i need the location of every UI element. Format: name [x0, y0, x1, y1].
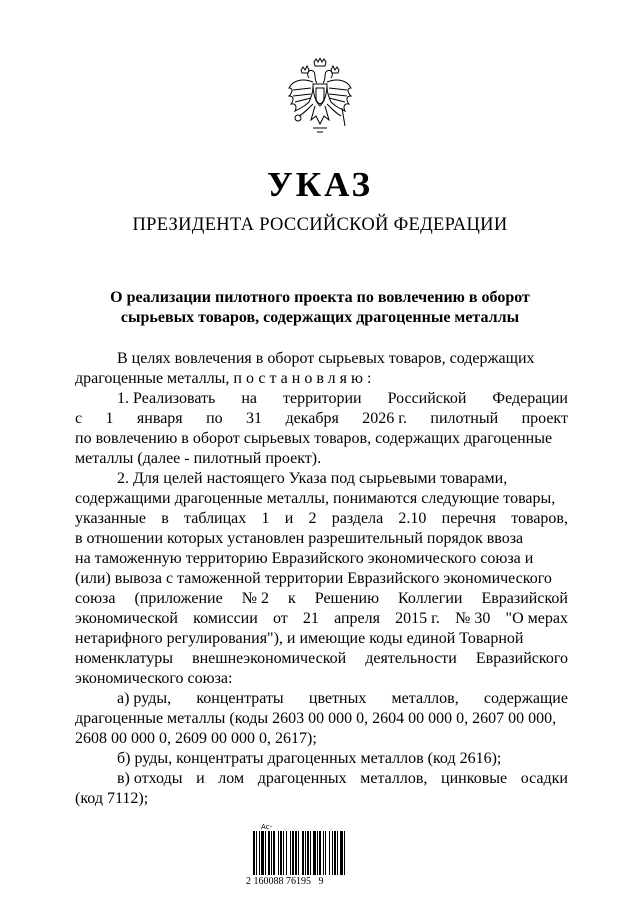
text-word: цветных [308, 690, 367, 707]
barcode-bar [256, 831, 257, 875]
text-word: 2 [308, 510, 317, 527]
barcode-bar [329, 831, 330, 875]
decree-title: УКАЗ [267, 165, 373, 204]
text-line: по вовлечению в оборот сырьевых товаров, содержащих драгоценные [75, 430, 553, 447]
text-word: товаров, [511, 510, 568, 527]
text-line [75, 389, 568, 409]
barcode-bar [334, 831, 336, 875]
barcode-bar [340, 831, 343, 875]
barcode-bar [253, 831, 255, 875]
text-line [75, 589, 568, 609]
text-word: 1. Реализовать [117, 390, 216, 407]
text-word: 2026 г. [362, 410, 407, 427]
text-line: в отношении которых установлен разрешительный порядок ввоза [75, 530, 524, 547]
text-word: цинковые [441, 770, 508, 787]
barcode-bar [317, 831, 318, 875]
text-word: пилотный [430, 410, 499, 427]
text-line: нетарифного регулирования"), и имеющие коды единой Товарной [75, 630, 524, 647]
text-word: и [196, 770, 205, 787]
barcode-bar [302, 831, 304, 875]
text-word: по [206, 410, 223, 427]
heading-line: сырьевых товаров, содержащих драгоценные металлы [120, 309, 520, 326]
text-line [75, 409, 568, 429]
text-word: в) отходы [117, 770, 183, 787]
text-line: (код 7112); [75, 790, 149, 807]
barcode-top-label: Ас- [261, 823, 273, 831]
barcode-bar [325, 831, 326, 875]
text-word: к [287, 590, 296, 607]
text-word: проект [521, 410, 568, 427]
barcode-bar [283, 831, 284, 875]
text-line [75, 689, 568, 709]
text-word: и [284, 510, 294, 527]
text-line: драгоценные металлы (коды 2603 00 000 0, 2604 00 000 0, 2607 00 000, [75, 710, 557, 727]
text-word: Российской [387, 390, 467, 407]
barcode-bar [332, 831, 333, 875]
barcode-bar [344, 831, 345, 875]
text-line [75, 649, 568, 669]
text-word: 2015 г. [395, 610, 440, 627]
text-line: металлы (далее - пилотный проект). [75, 450, 322, 467]
text-word: декабря [285, 410, 339, 427]
barcode-bar [323, 831, 324, 875]
barcode-bar [273, 831, 275, 875]
text-word: в [161, 510, 169, 527]
text-line: на таможенную территорию Евразийского экономического союза и [75, 550, 534, 567]
decree-heading [0, 288, 640, 328]
text-word: апреля [334, 610, 380, 627]
russian-coat-of-arms-icon [287, 58, 353, 140]
barcode-bar [268, 831, 270, 875]
decree-keyword: постановляю: [233, 370, 376, 387]
barcode-bar [305, 831, 306, 875]
text-line [75, 769, 568, 789]
text-word: 1 [105, 410, 114, 427]
text-word: января [136, 410, 183, 427]
decree-subtitle: ПРЕЗИДЕНТА РОССИЙСКОЙ ФЕДЕРАЦИИ [132, 215, 508, 235]
text-word: № 30 [455, 610, 491, 627]
text-word: содержащие [483, 690, 568, 707]
text-word: на [241, 390, 257, 407]
text-line [75, 609, 568, 629]
text-word: союза [75, 590, 116, 607]
barcode-bar [271, 831, 272, 875]
text-word: деятельности [365, 650, 457, 667]
barcode-bar [298, 831, 299, 875]
text-word: перечня [441, 510, 496, 527]
text-line: содержащими драгоценные металлы, понимаются следующие товары, [75, 490, 556, 507]
barcode-bar [259, 831, 260, 875]
barcode-bar [337, 831, 338, 875]
barcode-bar [278, 831, 279, 875]
text-word: Евразийской [481, 590, 568, 607]
text-word: металлов, [391, 690, 459, 707]
barcode-bar [280, 831, 282, 875]
text-line: 2608 00 000 0, 2609 00 000 0, 2617); [75, 730, 317, 747]
text-word: № 2 [241, 590, 269, 607]
text-word: (приложение [134, 590, 223, 607]
text-word: номенклатуры [75, 650, 174, 667]
text-word: Евразийского [475, 650, 568, 667]
text-line [75, 369, 568, 389]
text-line [75, 509, 568, 529]
text-word: 21 [302, 610, 319, 627]
text-word: Федерации [492, 390, 568, 407]
text-word: лом [218, 770, 245, 787]
text-word: металлов, [360, 770, 428, 787]
text-word: таблицах [184, 510, 247, 527]
barcode-bar [313, 831, 316, 875]
text-word: драгоценных [257, 770, 347, 787]
text-word: "О мерах [505, 610, 568, 627]
barcode-bar [290, 831, 291, 875]
barcode-bar [292, 831, 294, 875]
text-word: 1 [261, 510, 270, 527]
barcode-bars [251, 831, 391, 875]
text-word: Решению [314, 590, 380, 607]
text-line: (или) вывоза с таможенной территории Евразийского экономического [75, 570, 552, 587]
barcode-bar [261, 831, 264, 875]
text-word: внешнеэкономической [192, 650, 347, 667]
barcode-bar [286, 831, 287, 875]
text-word: 2.10 [398, 510, 427, 527]
barcode-bar [310, 831, 311, 875]
text-word: Коллегии [398, 590, 463, 607]
text-word: территории [283, 390, 362, 407]
text-word: а) руды, [117, 690, 172, 707]
heading-line: О реализации пилотного проекта по вовлечению в оборот [110, 289, 530, 306]
text-line: б) руды, концентраты драгоценных металлов (код 2616); [117, 750, 502, 767]
barcode-bar [319, 831, 321, 875]
text-fragment: драгоценные металлы, [75, 370, 230, 387]
barcode-bar [295, 831, 297, 875]
text-line: 2. Для целей настоящего Указа под сырьевыми товарами, [117, 470, 508, 487]
text-word: указанные [75, 510, 147, 527]
text-line: экономического союза: [75, 670, 233, 687]
text-word: осадки [520, 770, 568, 787]
barcode-bar [307, 831, 309, 875]
text-word: 31 [246, 410, 263, 427]
text-word: экономической [75, 610, 178, 627]
text-word: концентраты [196, 690, 284, 707]
text-word: с [75, 410, 83, 427]
text-word: комиссии [193, 610, 258, 627]
text-word: от [272, 610, 288, 627]
text-line: В целях вовлечения в оборот сырьевых товаров, содержащих [117, 350, 535, 367]
barcode-number: 2 160088 76195 9 [246, 876, 324, 887]
barcode-bar [265, 831, 266, 875]
barcode [246, 823, 396, 887]
decree-body [75, 349, 568, 809]
text-word: раздела [331, 510, 384, 527]
